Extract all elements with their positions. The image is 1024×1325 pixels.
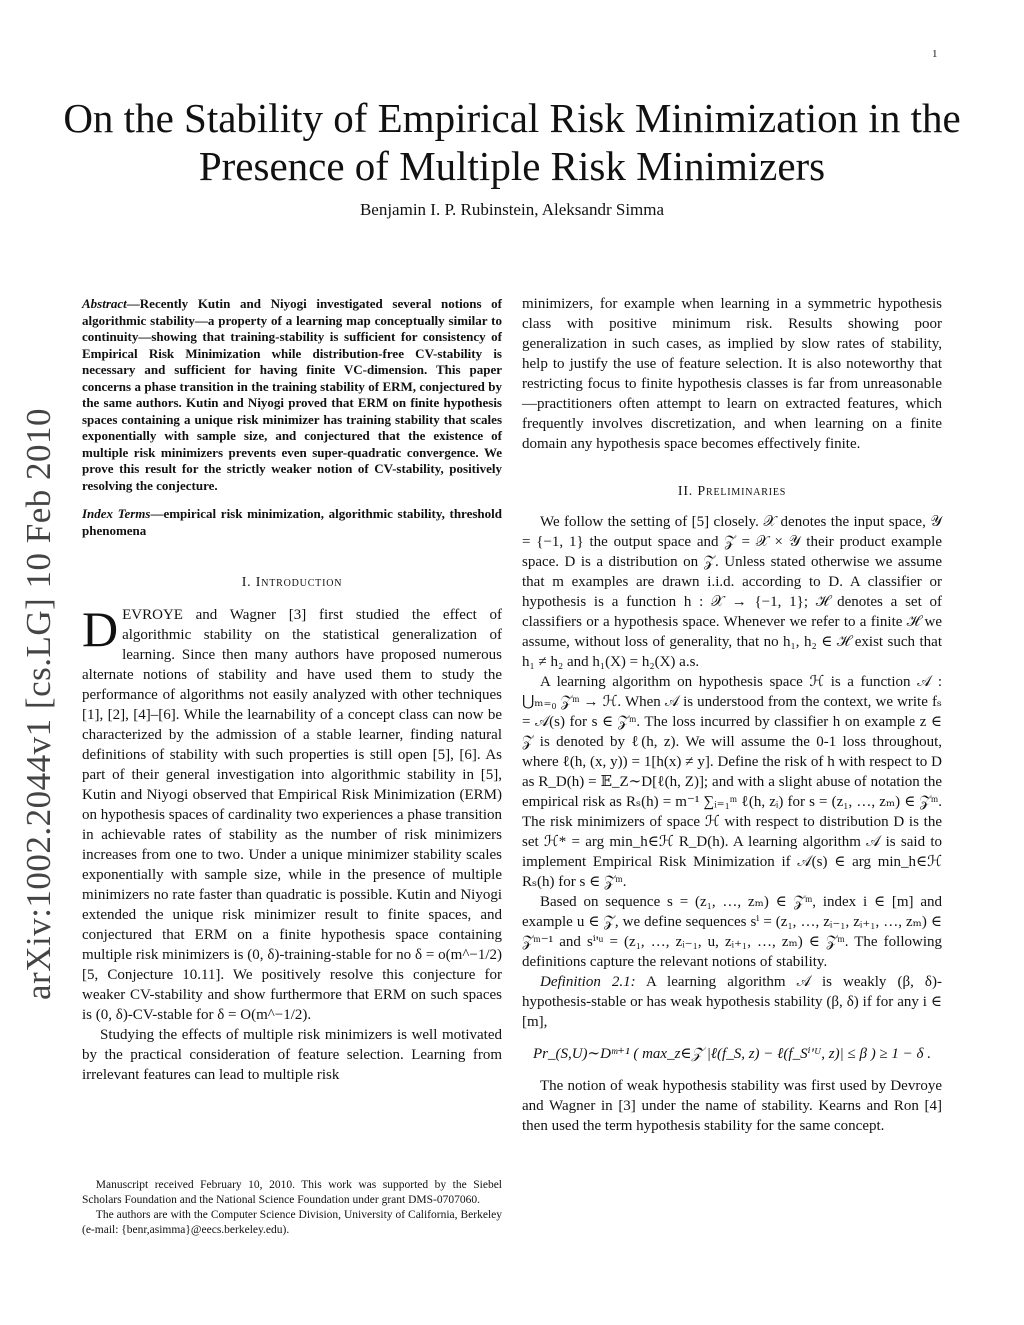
intro-paragraph-continued: minimizers, for example when learning in a symmetric hypothesis class with positive minimum risk. Results showing poor generalization in such cases, as implied by slow rates of stability, help to justify the use of feature selection. It is also noteworthy that restricting focus to finite hypothesis classes is far from unreasonable—practitioners often attempt to learn on extracted features, which frequently involves discretization, and when learning on a finite domain any hypothesis space becomes effectively finite. (522, 296, 942, 452)
paper-authors: Benjamin I. P. Rubinstein, Aleksandr Simma (359, 200, 665, 219)
index-terms (82, 506, 502, 539)
abstract (82, 296, 502, 494)
abstract-label: Abstract (82, 296, 127, 311)
intro-paragraph-1 (82, 601, 502, 1025)
preliminaries-paragraph-sequences: Based on sequence s = (z₁, …, zₘ) ∈ 𝒵ᵐ, index i ∈ [m] and example u ∈ 𝒵, we define sequences sⁱ = (z₁, …, zᵢ₋₁, zᵢ₊₁, …, zₘ) ∈ 𝒵ᵐ⁻¹ and sⁱ'ᵘ = (z₁, …, zᵢ₋₁, u, zᵢ₊₁, …, zₘ) ∈ 𝒵ᵐ. The following definitions capture the relevant notions of stability. (522, 894, 942, 970)
left-column (82, 296, 502, 1085)
index-terms-label: Index Terms (82, 506, 151, 521)
intro-paragraph-1-text: EVROYE and Wagner [3] first studied the effect of algorithmic stability on the statistical generalization of learning. Since then many authors have proposed numerous alternate notions of stability and have used them to study the performance of algorithms not easily analyzed with other techniques [1], [2], [4]–[6]. While the learnability of a concept class can now be characterized by the admission of a stable learner, finding natural definitions of stability with such properties is still open [5], [6]. As part of their general investigation into algorithmic stability in [5], Kutin and Niyogi observed that Empirical Risk Minimization (ERM) on hypothesis spaces of cardinality two experiences a phase transition in achievable rates of stability as the number of risk minimizers increases from one to two. Under a unique minimizer stability scales exponentially with sample size, while in the presence of multiple minimizers no rate faster than quadratic is possible. Kutin and Niyogi extended the unique risk minimizer result to finite spaces, and conjectured that ERM on a finite hypothesis space containing multiple risk minimizers is (0, δ)-training-stable for no δ = o(m^−1/2) [5, Conjecture 10.11]. We positively resolve this conjecture for weaker CV-stability and show furthermore that ERM on such spaces is (0, δ)-CV-stable for δ = O(m^−1/2). (82, 607, 502, 1023)
section-heading-introduction: I. Introduction (241, 575, 343, 590)
footnotes (82, 1178, 502, 1238)
definition-label: Definition 2.1: (540, 974, 636, 990)
footnote-manuscript: Manuscript received February 10, 2010. This work was supported by the Siebel Scholars Foundation and the National Science Foundation under grant DMS-0707060. (82, 1179, 502, 1206)
definition-text: A learning algorithm 𝒜 is weakly (β, δ)-hypothesis-stable or has weak hypothesis stability (β, δ) if for any i ∈ [m], (522, 974, 942, 1030)
paper-title: On the Stability of Empirical Risk Minimization in the Presence of Multiple Risk Minimizers (63, 95, 961, 189)
intro-paragraph-2: Studying the effects of multiple risk minimizers is well motivated by the practical consideration of feature selection. Learning from irrelevant features can lead to multiple risk (82, 1027, 502, 1083)
preliminaries-paragraph-notion: The notion of weak hypothesis stability was first used by Devroye and Wagner in [3] under the name of stability. Kearns and Ron [4] then used the term hypothesis stability for the same concept. (522, 1078, 942, 1134)
dropcap-letter: D (82, 601, 119, 657)
abstract-text: —Recently Kutin and Niyogi investigated several notions of algorithmic stability—a property of a learning map conceptually similar to continuity—showing that training-stability is sufficient for consistency of Empirical Risk Minimization while distribution-free CV-stability is necessary and sufficient for having finite VC-dimension. This paper concerns a phase transition in the training stability of ERM, conjectured by the same authors. Kutin and Niyogi proved that ERM on finite hypothesis spaces containing a unique risk minimizer has training stability that scales exponentially with sample size, and conjectured that the existence of multiple risk minimizers prevents even super-quadratic convergence. We prove this result for the strictly weaker notion of CV-stability, positively resolving the conjecture. (82, 296, 502, 493)
section-heading-preliminaries: II. Preliminaries (677, 484, 787, 499)
display-equation: Pr_(S,U)∼Dᵐ⁺¹ ( max_z∈𝒵 |ℓ(f_S, z) − ℓ(f_Sⁱ'ᵁ, z)| ≤ β ) ≥ 1 − δ . (532, 1046, 932, 1062)
definition-2-1 (522, 972, 942, 1032)
right-column (522, 294, 942, 1136)
preliminaries-paragraph-setting: We follow the setting of [5] closely. 𝒳 denotes the input space, 𝒴 = {−1, 1} the output space and 𝒵 = 𝒳 × 𝒴 their product example space. D is a distribution on 𝒵. Unless stated otherwise we assume that m examples are drawn i.i.d. according to D. A classifier or hypothesis is a function h : 𝒳 → {−1, 1}; ℋ denotes a set of classifiers or a hypothesis space. Whenever we refer to a finite ℋ we assume, without loss of generality, that no h₁, h₂ ∈ ℋ exist such that h₁ ≠ h₂ and h₁(X) = h₂(X) a.s. (522, 514, 942, 670)
page-number: 1 (932, 48, 938, 60)
index-terms-text: —empirical risk minimization, algorithmic stability, threshold phenomena (82, 506, 502, 538)
arxiv-sidebar-stamp: arXiv:1002.2044v1 [cs.LG] 10 Feb 2010 (19, 407, 58, 1000)
footnote-affiliation: The authors are with the Computer Science Division, University of California, Berkeley (e-mail: {benr,asimma}@eecs.berkeley.edu). (82, 1209, 502, 1236)
preliminaries-paragraph-learning: A learning algorithm on hypothesis space ℋ is a function 𝒜 : ⋃ₘ₌₀ 𝒵ᵐ → ℋ. When 𝒜 is understood from the context, we write fₛ = 𝒜(s) for s ∈ 𝒵ᵐ. The loss incurred by classifier h on example z ∈ 𝒵 is denoted by ℓ(h, z). We will assume the 0-1 loss throughout, where ℓ(h, (x, y)) = 1[h(x) ≠ y]. Define the risk of h with respect to D as R_D(h) = 𝔼_Z∼D[ℓ(h, Z)]; and with a slight abuse of notation the empirical risk as Rₛ(h) = m⁻¹ ∑ᵢ₌₁ᵐ ℓ(h, zᵢ) for s = (z₁, …, zₘ) ∈ 𝒵ᵐ. The risk minimizers of space ℋ with respect to distribution D is the set ℋ* = arg min_h∈ℋ R_D(h). A learning algorithm 𝒜 is said to implement Empirical Risk Minimization if 𝒜(s) ∈ arg min_h∈ℋ Rₛ(h) for s ∈ 𝒵ᵐ. (522, 674, 942, 890)
